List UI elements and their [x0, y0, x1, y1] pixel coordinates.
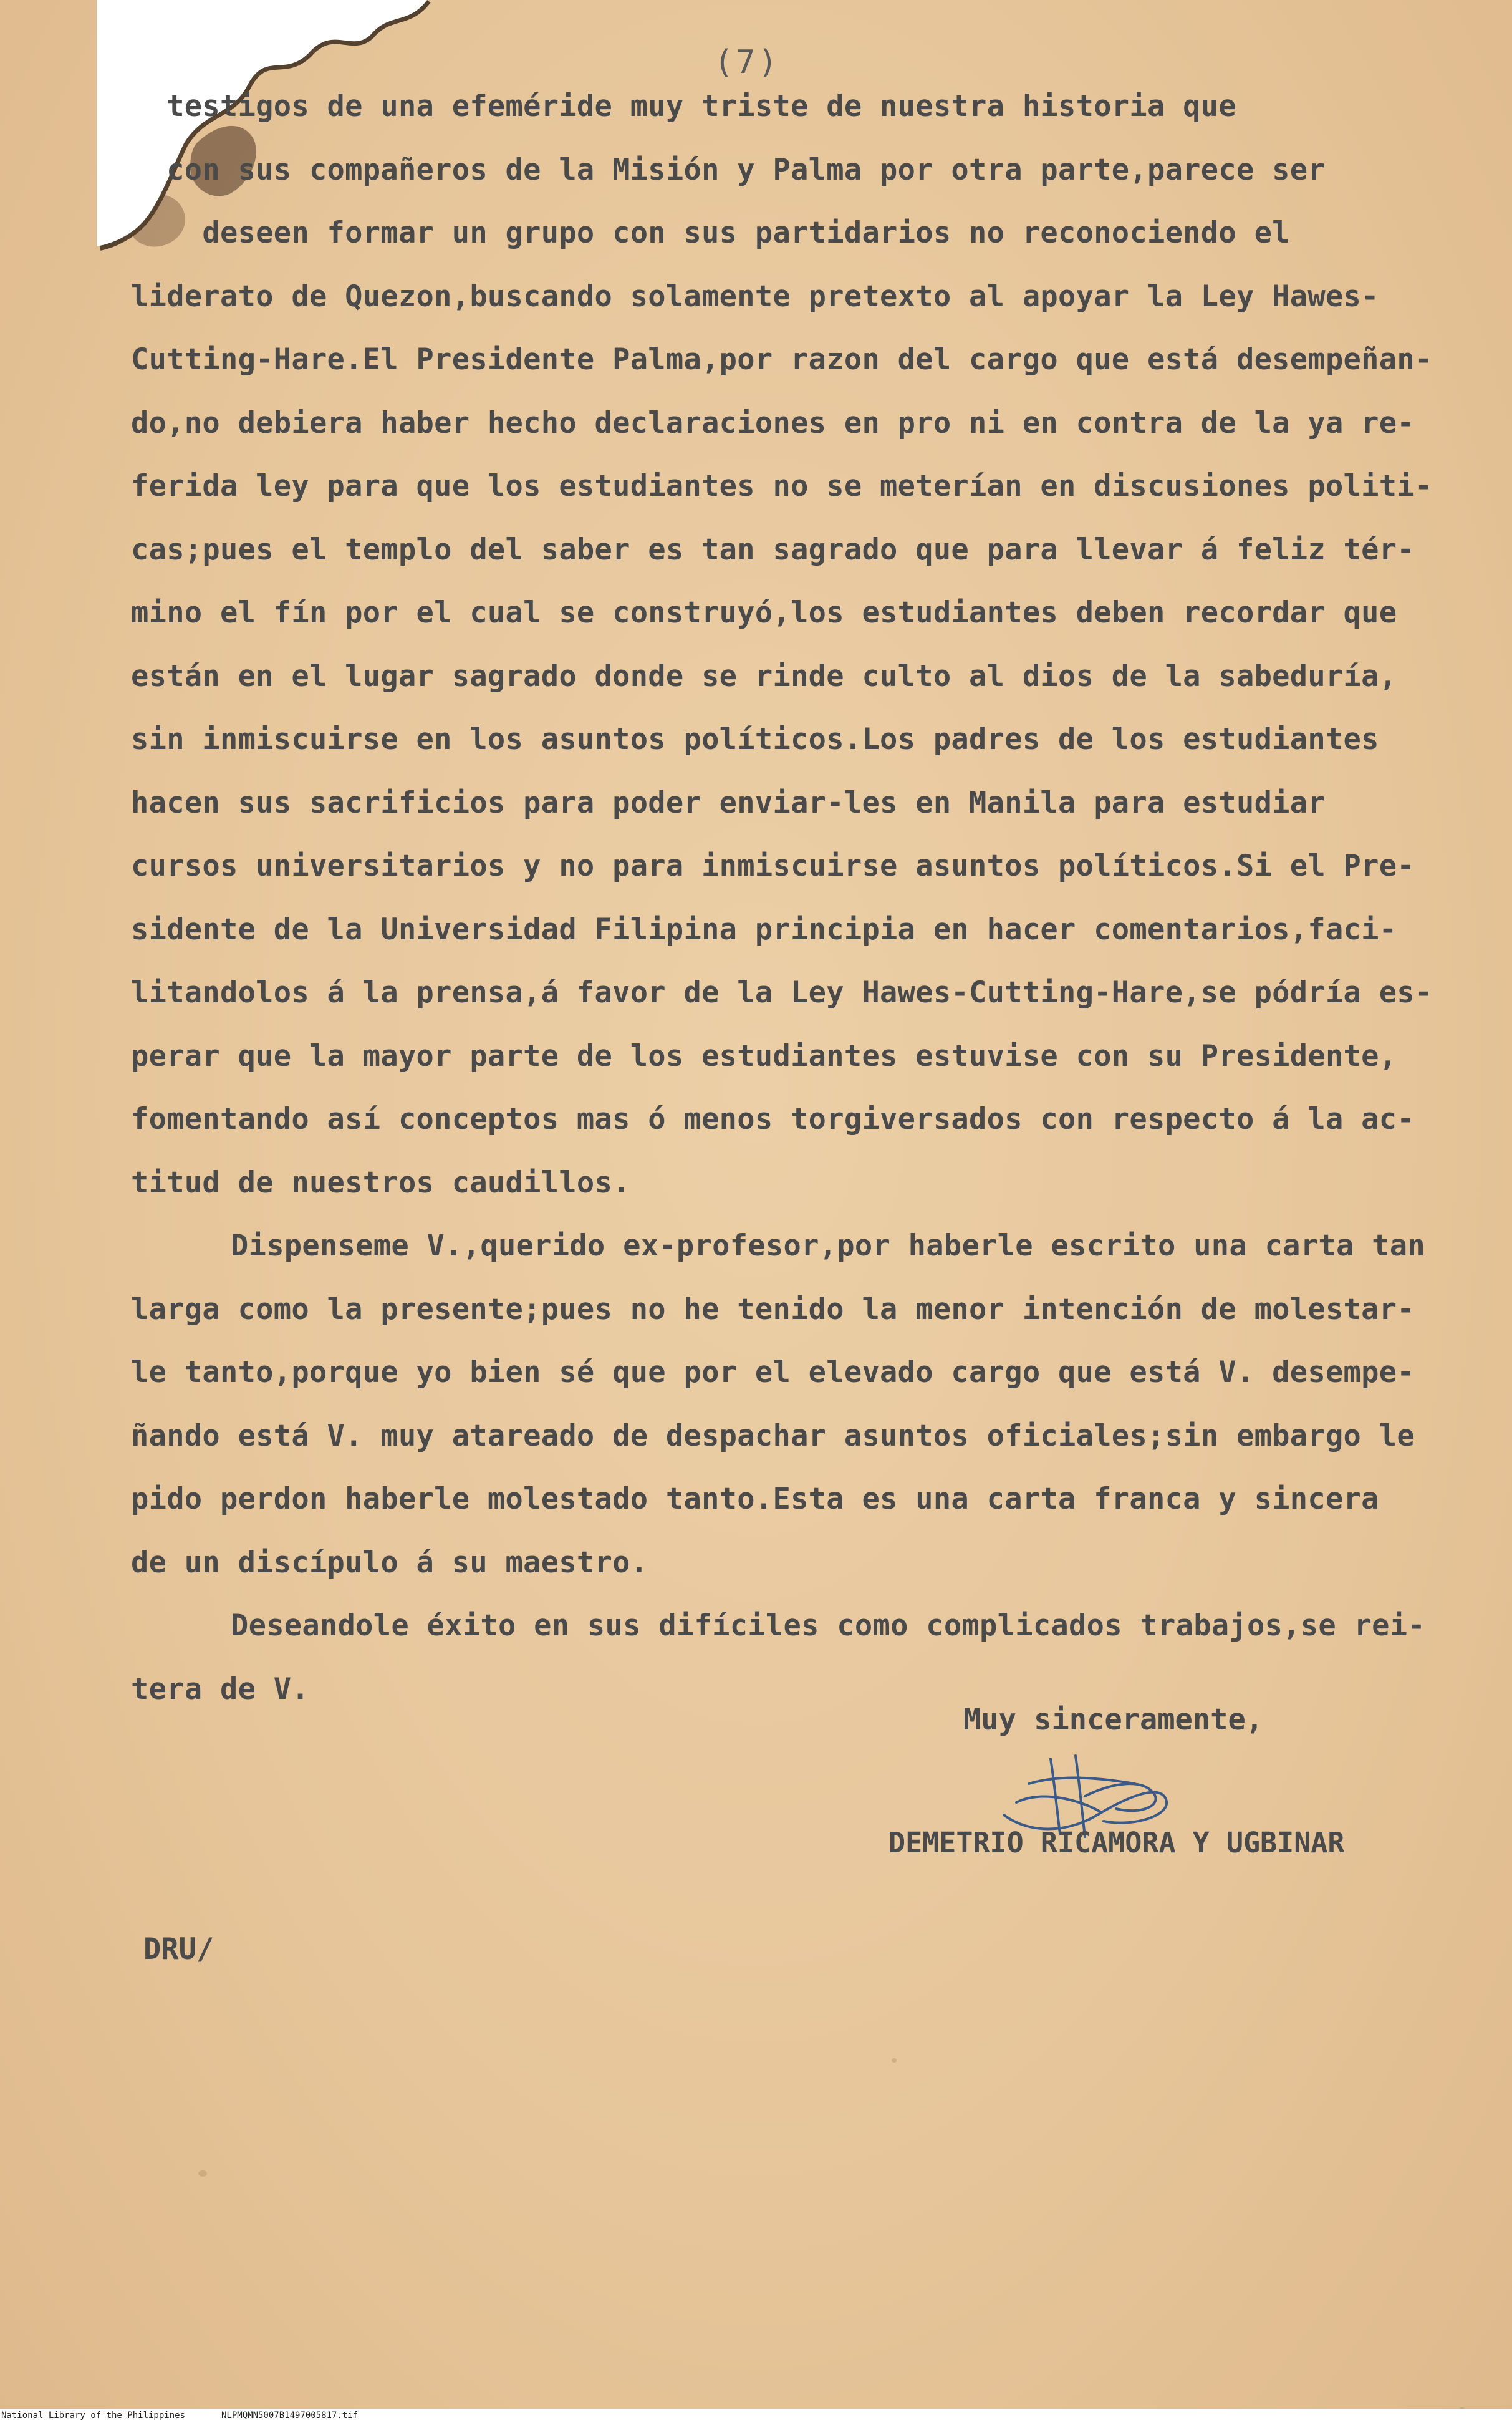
footer-file-name: NLPMQMN5007B1497005817.tif: [221, 2411, 359, 2421]
letter-body: [131, 75, 1496, 1721]
closing-phrase: Muy sinceramente,: [963, 1703, 1264, 1737]
reference-initials: DRU/: [143, 1932, 214, 1966]
footer-library-name: National Library of the Philippines: [1, 2411, 186, 2421]
body-line: Deseandole éxito en sus difíciles como complicados trabajos,se rei-: [231, 1608, 1425, 1643]
body-line: tera de V.: [131, 1671, 309, 1706]
body-line: cursos universitarios y no para inmiscuirse asuntos políticos.Si el Pre-: [131, 849, 1415, 883]
body-line: liderato de Quezon,buscando solamente pretexto al apoyar la Ley Hawes-: [131, 279, 1379, 314]
body-line: titud de nuestros caudillos.: [131, 1165, 630, 1200]
body-line: Dispenseme V.,querido ex-profesor,por haberle escrito una carta tan: [231, 1229, 1425, 1263]
body-line: Cutting-Hare.El Presidente Palma,por razon del cargo que está desempeñan-: [131, 342, 1433, 377]
paper-speck: [198, 2170, 207, 2177]
body-line: fomentando así conceptos mas ó menos torgiversados con respecto á la ac-: [131, 1102, 1415, 1136]
body-line: ferida ley para que los estudiantes no se meterían en discusiones politi-: [131, 469, 1433, 503]
body-line: mino el fín por el cual se construyó,los estudiantes deben recordar que: [131, 596, 1397, 630]
body-line: cas;pues el templo del saber es tan sagrado que para llevar á feliz tér-: [131, 532, 1415, 567]
body-line: de un discípulo á su maestro.: [131, 1545, 648, 1580]
body-line: hacen sus sacrificios para poder enviar-les en Manila para estudiar: [131, 785, 1326, 820]
body-line: larga como la presente;pues no he tenido la menor intención de molestar-: [131, 1292, 1415, 1327]
paper-speck: [892, 2058, 897, 2063]
body-line: do,no debiera haber hecho declaraciones en pro ni en contra de la ya re-: [131, 405, 1415, 440]
body-line: testigos de una efeméride muy triste de nuestra historia que: [131, 89, 1236, 123]
body-line: con sus compañeros de la Misión y Palma por otra parte,parece ser: [131, 152, 1326, 187]
body-line: sin inmiscuirse en los asuntos políticos.Los padres de los estudiantes: [131, 722, 1379, 757]
signer-name: DEMETRIO RICAMORA Y UGBINAR: [888, 1826, 1345, 1859]
body-line: pido perdon haberle molestado tanto.Esta es una carta franca y sincera: [131, 1482, 1379, 1516]
body-line: sidente de la Universidad Filipina principia en hacer comentarios,faci-: [131, 912, 1397, 947]
body-line: deseen formar un grupo con sus partidarios no reconociendo el: [131, 216, 1290, 250]
body-line: están en el lugar sagrado donde se rinde culto al dios de la sabeduría,: [131, 659, 1397, 694]
body-line: perar que la mayor parte de los estudiantes estuvise con su Presidente,: [131, 1038, 1397, 1073]
body-line: ñando está V. muy atareado de despachar asuntos oficiales;sin embargo le: [131, 1418, 1415, 1453]
body-line: le tanto,porque yo bien sé que por el elevado cargo que está V. desempe-: [131, 1355, 1415, 1390]
body-line: litandolos á la prensa,á favor de la Ley Hawes-Cutting-Hare,se pódría es-: [131, 975, 1433, 1010]
archive-footer: [0, 2409, 1512, 2423]
page-number: (7): [714, 44, 780, 81]
